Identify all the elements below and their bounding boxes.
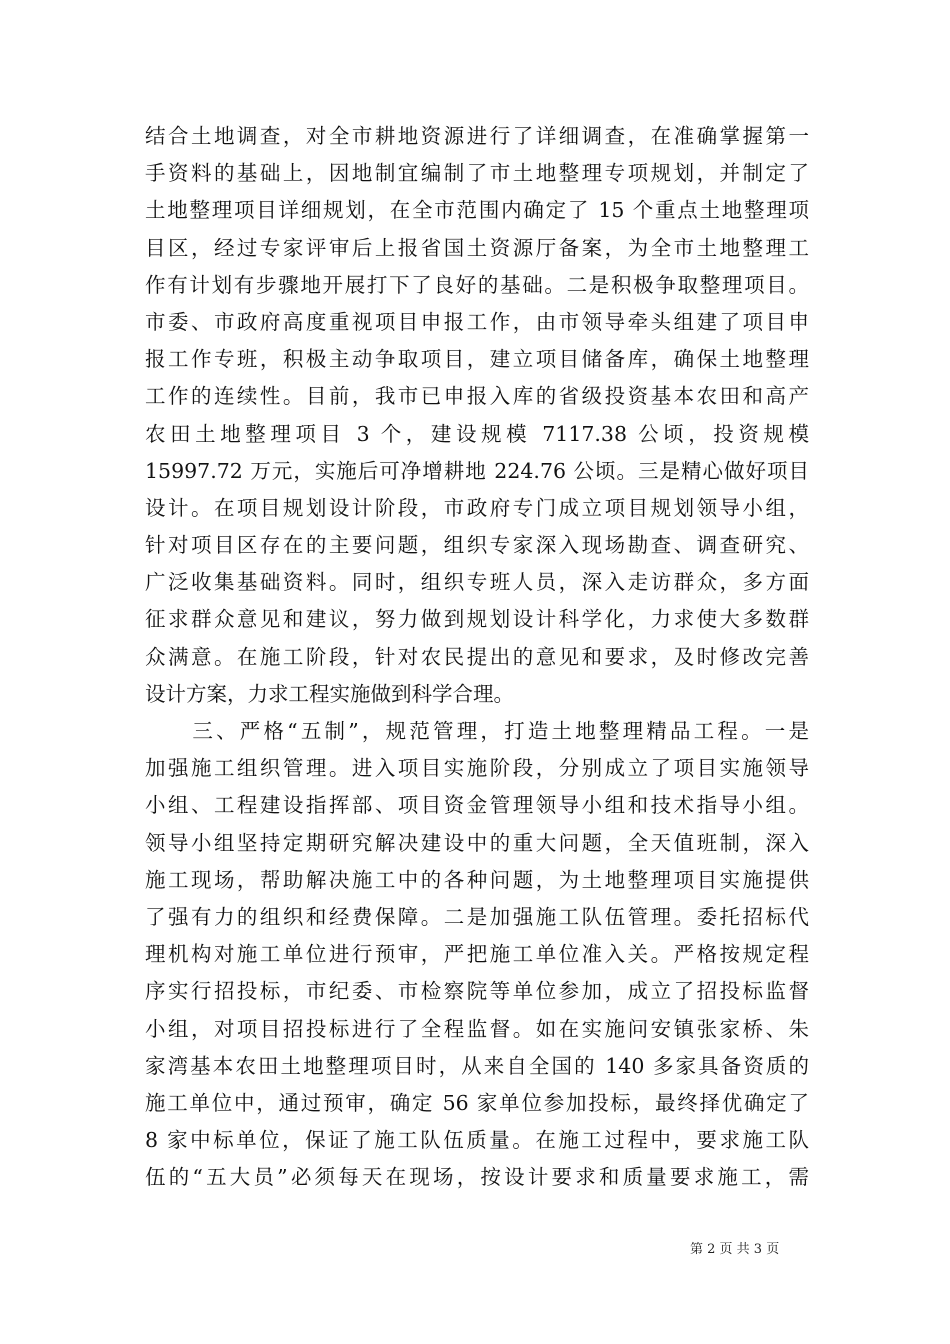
text-line: 设计。在项目规划设计阶段，市政府专门成立项目规划领导小组， xyxy=(145,495,809,520)
body-text xyxy=(145,118,809,1196)
text-line: 广泛收集基础资料。同时，组织专班人员，深入走访群众，多方面 xyxy=(145,570,809,595)
text-line: 小组，对项目招投标进行了全程监督。如在实施问安镇张家桥、朱 xyxy=(145,1016,809,1041)
text-line: 了强有力的组织和经费保障。二是加强施工队伍管理。委托招标代 xyxy=(145,904,809,929)
text-line: 小组、工程建设指挥部、项目资金管理领导小组和技术指导小组。 xyxy=(145,793,809,818)
text-line: 市委、市政府高度重视项目申报工作，由市领导牵头组建了项目申 xyxy=(145,309,809,334)
text-line: 8 家中标单位，保证了施工队伍质量。在施工过程中，要求施工队 xyxy=(145,1128,809,1153)
text-line: 报工作专班，积极主动争取项目，建立项目储备库，确保土地整理 xyxy=(145,347,809,372)
text-line: 众满意。在施工阶段，针对农民提出的意见和要求，及时修改完善 xyxy=(145,644,809,669)
text-line: 施工单位中，通过预审，确定 56 家单位参加投标，最终择优确定了 xyxy=(145,1090,809,1115)
page-number: 第 2 页 共 3 页 xyxy=(690,1242,780,1257)
text-line: 理机构对施工单位进行预审，严把施工单位准入关。严格按规定程 xyxy=(145,942,809,967)
text-line: 15997.72 万元，实施后可净增耕地 224.76 公顷。三是精心做好项目 xyxy=(145,458,809,483)
text-line: 序实行招投标，市纪委、市检察院等单位参加，成立了招投标监督 xyxy=(145,979,809,1004)
text-line: 工作的连续性。目前，我市已申报入库的省级投资基本农田和高产 xyxy=(145,384,809,409)
text-line: 领导小组坚持定期研究解决建设中的重大问题，全天值班制，深入 xyxy=(145,830,809,855)
text-line: 施工现场，帮助解决施工中的各种问题，为土地整理项目实施提供 xyxy=(145,867,809,892)
text-line: 结合土地调查，对全市耕地资源进行了详细调查，在准确掌握第一 xyxy=(145,124,809,148)
text-line: 农田土地整理项目 3 个，建设规模 7117.38 公顷，投资规模 xyxy=(145,421,809,446)
text-line: 针对项目区存在的主要问题，组织专家深入现场勘查、调查研究、 xyxy=(145,533,809,558)
text-line: 三、严格“五制”，规范管理，打造土地整理精品工程。一是 xyxy=(145,719,809,743)
text-line: 土地整理项目详细规划，在全市范围内确定了 15 个重点土地整理项 xyxy=(145,198,809,223)
text-line: 设计方案，力求工程实施做到科学合理。 xyxy=(145,681,514,706)
text-line: 家湾基本农田土地整理项目时，从来自全国的 140 多家具备资质的 xyxy=(145,1053,809,1078)
text-line: 目区，经过专家评审后上报省国土资源厅备案，为全市土地整理工 xyxy=(145,235,809,260)
text-line: 作有计划有步骤地开展打下了良好的基础。二是积极争取整理项目。 xyxy=(145,272,809,297)
text-line: 伍的“五大员”必须每天在现场，按设计要求和质量要求施工，需 xyxy=(145,1165,809,1190)
text-line: 手资料的基础上，因地制宜编制了市土地整理专项规划，并制定了 xyxy=(145,161,809,186)
text-line: 加强施工组织管理。进入项目实施阶段，分别成立了项目实施领导 xyxy=(145,756,809,781)
text-line: 征求群众意见和建议，努力做到规划设计科学化，力求使大多数群 xyxy=(145,607,809,632)
